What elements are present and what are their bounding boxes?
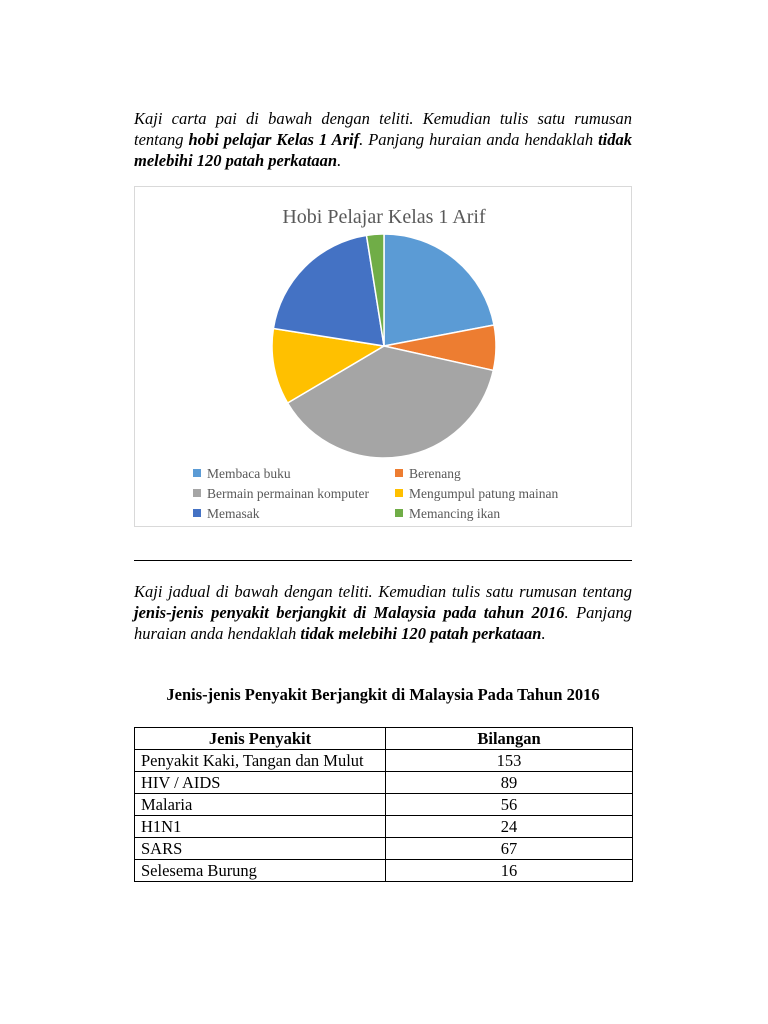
instruction-table	[134, 581, 632, 644]
disease-name: Penyakit Kaki, Tangan dan Mulut	[135, 750, 386, 772]
chart-title: Hobi Pelajar Kelas 1 Arif	[282, 206, 486, 228]
legend-swatch	[193, 469, 201, 477]
instruction-emphasis: jenis-jenis penyakit berjangkit di Malaysia pada tahun 2016	[134, 603, 565, 622]
instruction-text: .	[541, 624, 546, 643]
legend-label: Memasak	[207, 506, 260, 521]
section-divider	[134, 560, 632, 561]
disease-count: 153	[386, 750, 633, 772]
legend-label: Mengumpul patung mainan	[409, 486, 559, 501]
disease-count: 89	[386, 772, 633, 794]
disease-name: H1N1	[135, 816, 386, 838]
legend-swatch	[395, 509, 403, 517]
legend-label: Membaca buku	[207, 466, 291, 481]
table-row	[135, 838, 633, 860]
instruction-text: Kaji jadual di bawah dengan teliti. Kemudian tulis satu rumusan tentang	[134, 582, 632, 601]
table-row	[135, 750, 633, 772]
disease-table	[134, 727, 633, 882]
legend-swatch	[193, 509, 201, 517]
instruction-text: . Panjang huraian anda hendaklah	[134, 603, 633, 643]
table-row	[135, 794, 633, 816]
instruction-text: .	[337, 151, 342, 170]
instruction-text: Kaji carta pai di bawah dengan teliti. Kemudian tulis satu rumusan tentang	[134, 109, 632, 149]
legend-swatch	[395, 469, 403, 477]
disease-name: SARS	[135, 838, 386, 860]
instruction-emphasis: tidak melebihi 120 patah perkataan	[300, 624, 542, 643]
table-row	[135, 772, 633, 794]
pie-slice-memasak	[273, 235, 384, 346]
instruction-emphasis: hobi pelajar Kelas 1 Arif	[188, 130, 360, 149]
legend-swatch	[395, 489, 403, 497]
disease-count: 16	[386, 860, 633, 882]
legend-label: Berenang	[409, 466, 461, 481]
pie-chart-frame	[134, 186, 632, 527]
column-header-count: Bilangan	[386, 728, 633, 750]
legend-label: Bermain permainan komputer	[207, 486, 369, 501]
table-header-row	[135, 728, 633, 750]
disease-name: Malaria	[135, 794, 386, 816]
disease-count: 56	[386, 794, 633, 816]
instruction-pie-chart	[134, 108, 632, 171]
table-row	[135, 860, 633, 882]
pie-chart	[135, 187, 633, 528]
disease-count: 24	[386, 816, 633, 838]
instruction-text: . Panjang huraian anda hendaklah	[359, 130, 599, 149]
disease-name: Selesema Burung	[135, 860, 386, 882]
instruction-emphasis: tidak melebihi 120 patah perkataan	[134, 130, 632, 170]
disease-name: HIV / AIDS	[135, 772, 386, 794]
legend-label: Memancing ikan	[409, 506, 501, 521]
table-title: Jenis-jenis Penyakit Berjangkit di Malaysia Pada Tahun 2016	[166, 685, 600, 704]
column-header-disease: Jenis Penyakit	[135, 728, 386, 750]
table-row	[135, 816, 633, 838]
legend-swatch	[193, 489, 201, 497]
disease-count: 67	[386, 838, 633, 860]
